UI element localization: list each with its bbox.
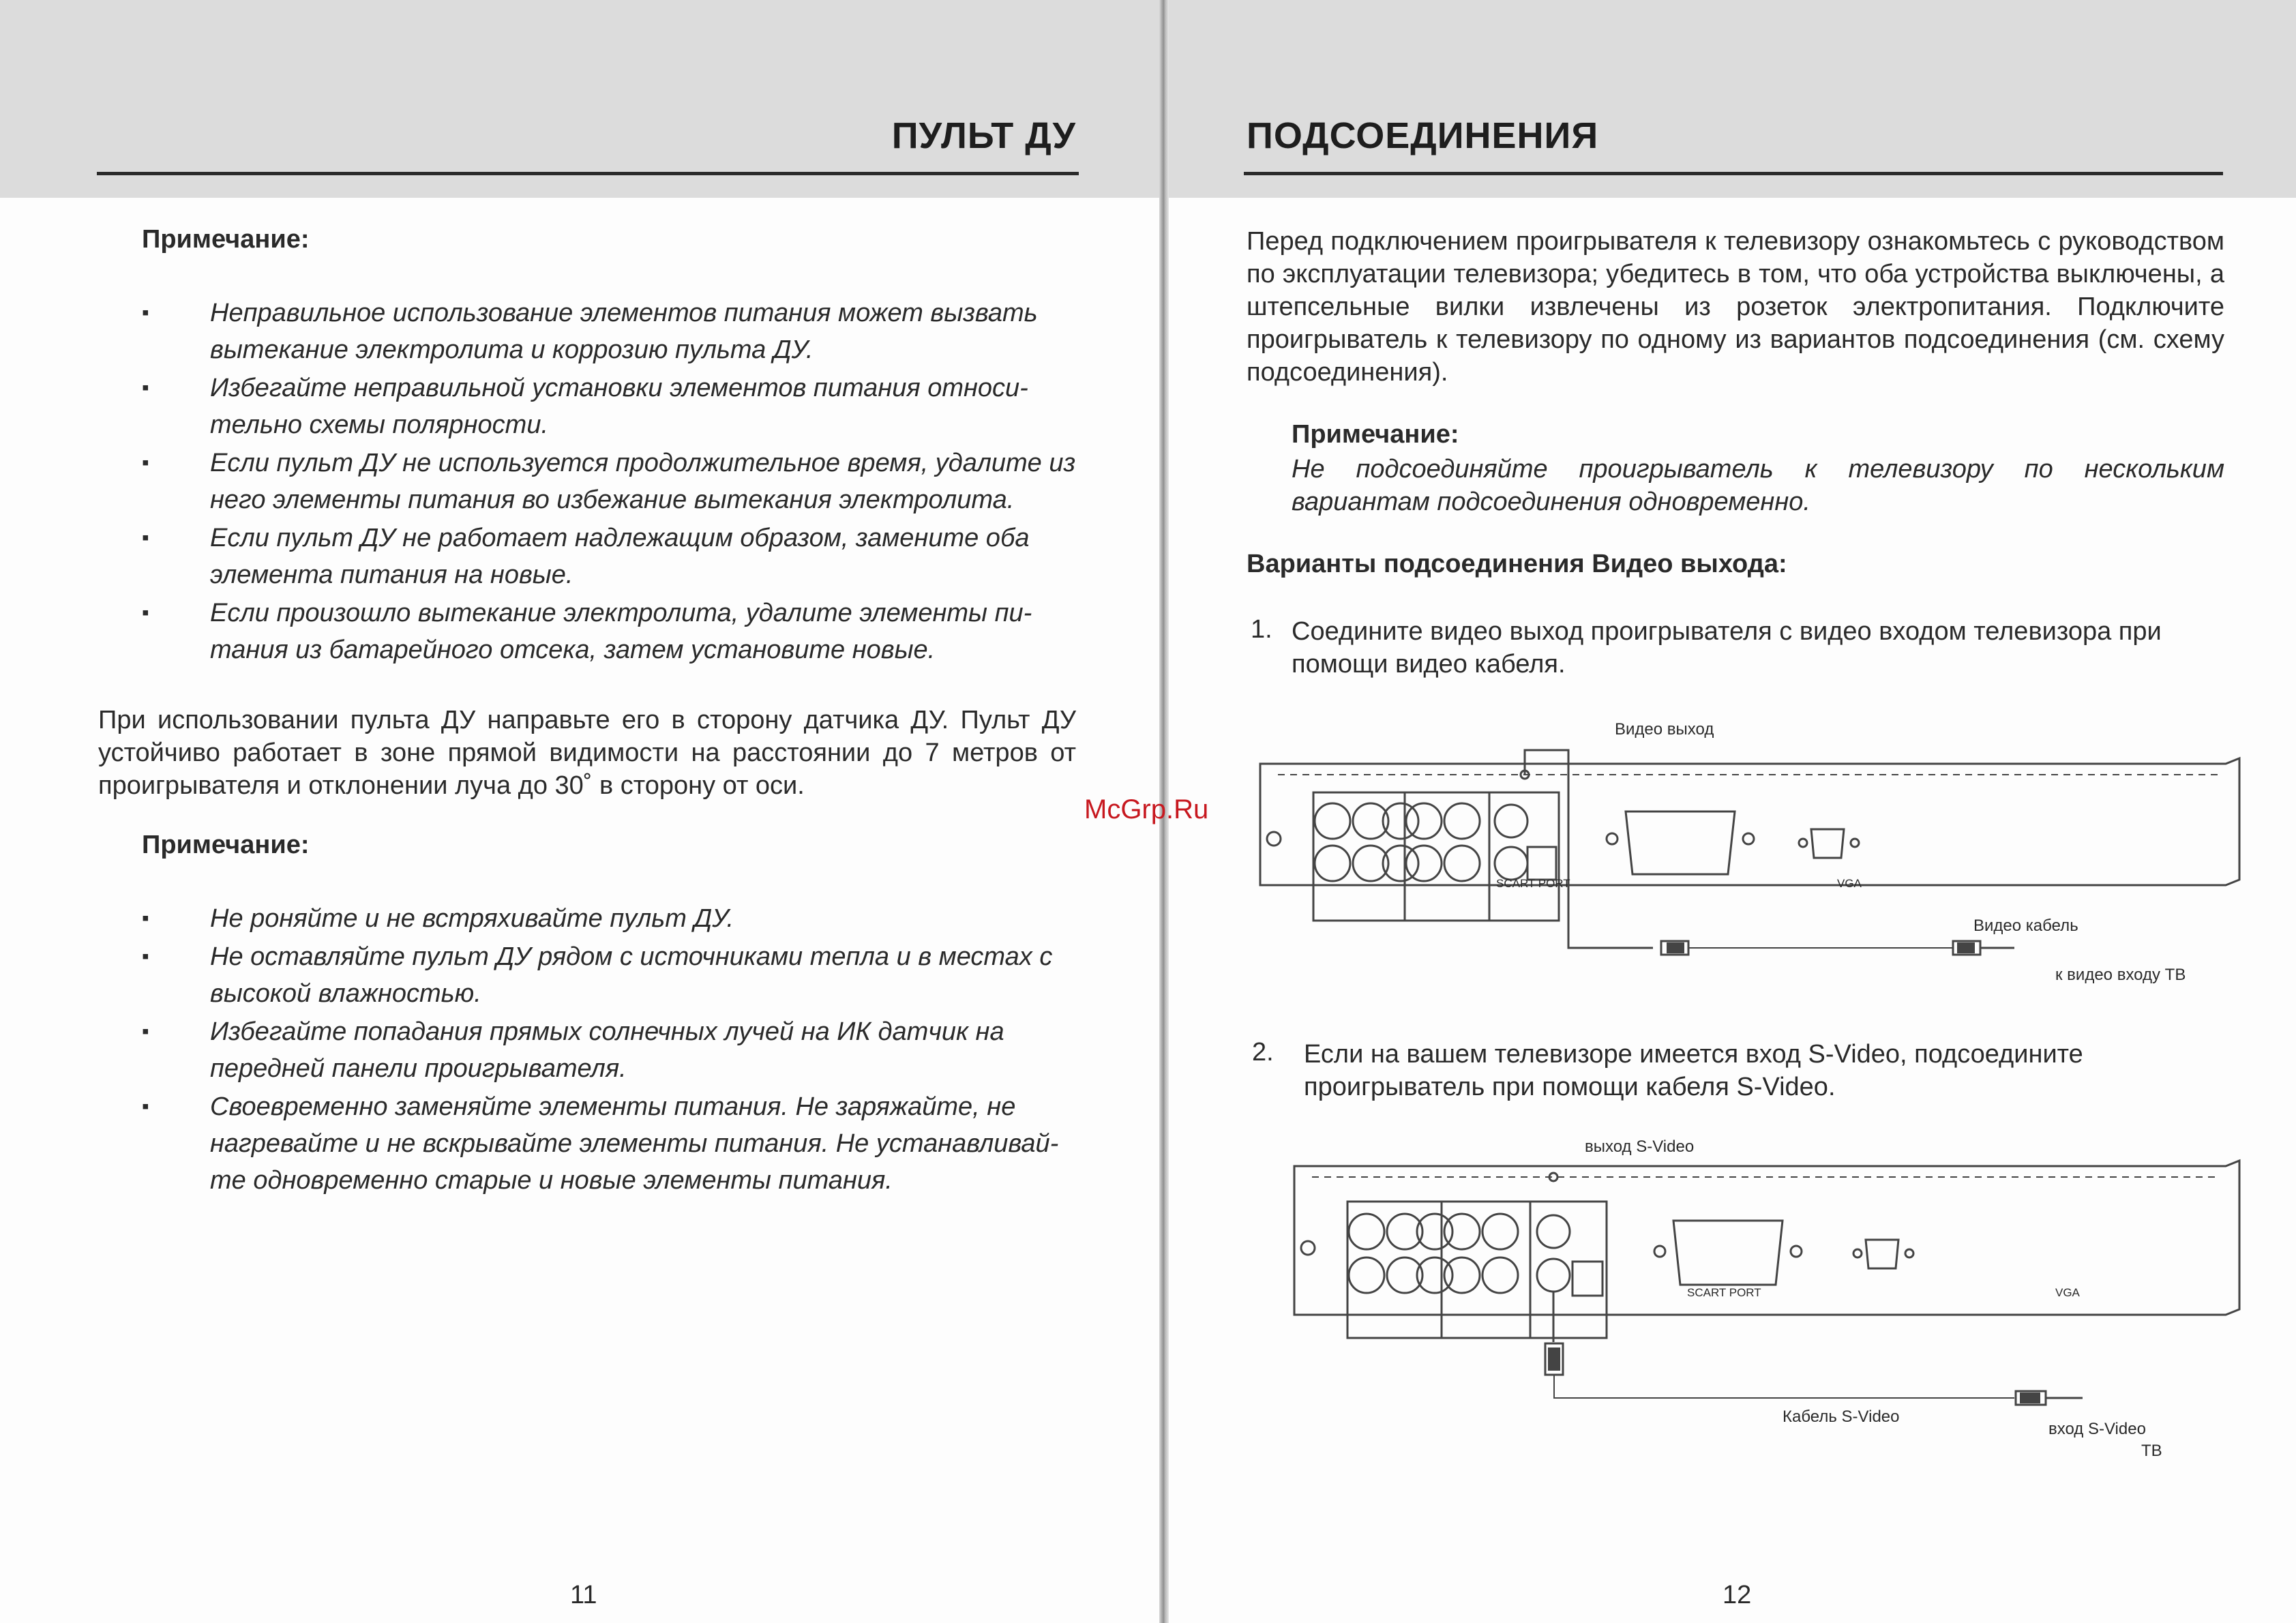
page-title: ПОДСОЕДИНЕНИЯ <box>1247 115 1599 156</box>
title-rule <box>1244 172 2223 175</box>
panel-label: SCART PORT <box>1496 877 1570 890</box>
panel-label: SCART PORT <box>1687 1286 1761 1299</box>
diagram-label: Видео кабель <box>1973 917 2078 935</box>
svideo-connection-diagram <box>1292 1132 2260 1446</box>
panel-label: VGA <box>1837 877 1862 890</box>
list-item: ▪ Если произошло вытекание электролита, удалите элементы пи-тания из батарейного отсека, затем установите новые. <box>142 595 1084 668</box>
bullet-icon: ▪ <box>142 1020 149 1043</box>
bullet-icon: ▪ <box>142 301 149 324</box>
note-list <box>142 295 1084 670</box>
note-text: Не подсоединяйте проигрыватель к телевизору по нескольким вариантам подсоединения одновременно. <box>1292 455 2224 516</box>
video-connection-diagram <box>1257 709 2267 996</box>
intro-paragraph: Перед подключением проигрывателя к телевизору ознакомьтесь с руководством по эксплуатации телевизора; убедитесь в том, что оба устройства выключены, а штепсельные вилки извлечены из розеток электропитания. Подключите проигрыватель к телевизору по одному из вариантов подсоединения (см. схему подсоединения). <box>1247 227 2224 387</box>
page-number: 11 <box>570 1581 597 1609</box>
header-band <box>1169 0 2296 198</box>
bullet-icon: ▪ <box>142 451 149 474</box>
bullet-icon: ▪ <box>142 376 149 399</box>
note-heading: Примечание: <box>142 225 310 254</box>
diagram-label: Кабель S-Video <box>1783 1408 1900 1426</box>
title-rule <box>97 172 1079 175</box>
page-number: 12 <box>1723 1581 1752 1609</box>
step-text: Если на вашем телевизоре имеется вход S-Video, подсоедините проигрыватель при помощи кабеля S-Video. <box>1304 1040 2083 1101</box>
step-number: 1. <box>1251 615 1272 644</box>
bullet-icon: ▪ <box>142 526 149 549</box>
list-item: ▪ Своевременно заменяйте элементы питания. Не заряжайте, не нагревайте и не вскрывайте элементы питания. Не устанавливай-те одновременно старые и новые элементы питания. <box>142 1088 1084 1199</box>
panel-label: VGA <box>2055 1286 2080 1299</box>
bullet-icon: ▪ <box>142 945 149 968</box>
list-item: ▪ Если пульт ДУ не используется продолжительное время, удалите из него элементы питания во избежание вытекания электролита. <box>142 445 1084 518</box>
note-list <box>142 900 1084 1200</box>
list-item: ▪ Не роняйте и не встряхивайте пульт ДУ. <box>142 900 1084 937</box>
bullet-icon: ▪ <box>142 907 149 929</box>
bullet-icon: ▪ <box>142 601 149 624</box>
diagram-label: вход S-Video <box>2048 1420 2146 1438</box>
list-item: ▪ Не оставляйте пульт ДУ рядом с источниками тепла и в местах с высокой влажностью. <box>142 938 1084 1012</box>
note-heading: Примечание: <box>1292 420 1459 449</box>
diagram-label: к видео входу ТВ <box>2055 966 2186 984</box>
bullet-icon: ▪ <box>142 1095 149 1118</box>
variants-heading: Варианты подсоединения Видео выхода: <box>1247 550 1787 578</box>
list-item: ▪ Избегайте неправильной установки элементов питания относи-тельно схемы полярности. <box>142 370 1084 443</box>
diagram-label: Видео выход <box>1615 720 1714 739</box>
diagram-label: выход S-Video <box>1585 1137 1695 1156</box>
watermark: McGrp.Ru <box>1084 794 1209 824</box>
step-text: Соедините видео выход проигрывателя с видео входом телевизора при помощи видео кабеля. <box>1292 617 2162 679</box>
list-item: ▪ Если пульт ДУ не работает надлежащим образом, замените оба элемента питания на новые. <box>142 520 1084 593</box>
list-item: ▪ Неправильное использование элементов питания может вызвать вытекание электролита и коррозию пульта ДУ. <box>142 295 1084 368</box>
right-page <box>1169 0 2296 1623</box>
step-number: 2. <box>1252 1038 1274 1067</box>
list-item: ▪ Избегайте попадания прямых солнечных лучей на ИК датчик на передней панели проигрывателя. <box>142 1013 1084 1087</box>
header-band <box>0 0 1159 198</box>
note-heading: Примечание: <box>142 831 310 859</box>
page-title: ПУЛЬТ ДУ <box>891 115 1076 156</box>
remote-paragraph: При использовании пульта ДУ направьте его в сторону датчика ДУ. Пульт ДУ устойчиво работает в зоне прямой видимости на расстоянии до 7 метров от проигрывателя и отклонении луча до 30˚ в сторону от оси. <box>98 706 1076 800</box>
diagram-label: ТВ <box>2141 1442 2162 1460</box>
